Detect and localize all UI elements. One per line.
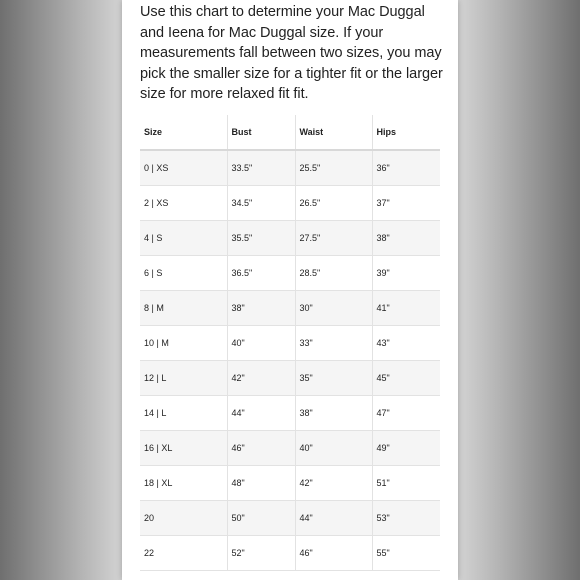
cell-size: 6 | S (140, 255, 227, 290)
table-row (140, 465, 440, 500)
cell-size: 0 | XS (140, 150, 227, 185)
header-bust: Bust (227, 115, 295, 150)
cell-size: 20 (140, 500, 227, 535)
cell-bust: 50" (227, 500, 295, 535)
cell-waist: 46" (295, 535, 372, 570)
cell-waist: 35" (295, 360, 372, 395)
table-row (140, 255, 440, 290)
cell-hips: 38" (372, 220, 440, 255)
cell-size: 12 | L (140, 360, 227, 395)
cell-bust: 40" (227, 325, 295, 360)
cell-hips: 37" (372, 185, 440, 220)
table-row (140, 360, 440, 395)
cell-waist: 33" (295, 325, 372, 360)
cell-hips: 47" (372, 395, 440, 430)
cell-size: 2 | XS (140, 185, 227, 220)
cell-hips: 39" (372, 255, 440, 290)
table-row (140, 500, 440, 535)
cell-hips: 53" (372, 500, 440, 535)
cell-waist: 44" (295, 500, 372, 535)
table-row (140, 535, 440, 570)
cell-bust: 36.5" (227, 255, 295, 290)
cell-waist: 26.5" (295, 185, 372, 220)
cell-hips: 41" (372, 290, 440, 325)
size-guide-sheet (122, 0, 458, 580)
cell-bust: 48" (227, 465, 295, 500)
cell-waist: 28.5" (295, 255, 372, 290)
cell-size: 18 | XL (140, 465, 227, 500)
table-row (140, 325, 440, 360)
cell-size: 8 | M (140, 290, 227, 325)
table-row (140, 430, 440, 465)
cell-bust: 33.5" (227, 150, 295, 185)
cell-bust: 46" (227, 430, 295, 465)
table-header-row (140, 115, 440, 150)
cell-waist: 27.5" (295, 220, 372, 255)
cell-size: 16 | XL (140, 430, 227, 465)
cell-bust: 35.5" (227, 220, 295, 255)
cell-hips: 45" (372, 360, 440, 395)
cell-hips: 43" (372, 325, 440, 360)
cell-bust: 34.5" (227, 185, 295, 220)
table-row (140, 290, 440, 325)
cell-hips: 55" (372, 535, 440, 570)
cell-size: 10 | M (140, 325, 227, 360)
table-row (140, 395, 440, 430)
header-size: Size (140, 115, 227, 150)
cell-hips: 36" (372, 150, 440, 185)
intro-paragraph: Use this chart to determine your Mac Duggal and Ieena for Mac Duggal size. If your measurements fall between two sizes, you may pick the smaller size for a tighter fit or the larger size for more relaxed fit fit. (140, 4, 443, 102)
cell-waist: 40" (295, 430, 372, 465)
cell-size: 14 | L (140, 395, 227, 430)
header-hips: Hips (372, 115, 440, 150)
cell-bust: 44" (227, 395, 295, 430)
cell-bust: 52" (227, 535, 295, 570)
table-row (140, 150, 440, 185)
cell-size: 4 | S (140, 220, 227, 255)
cell-size: 22 (140, 535, 227, 570)
cell-waist: 30" (295, 290, 372, 325)
cell-waist: 25.5" (295, 150, 372, 185)
table-row (140, 185, 440, 220)
cell-waist: 38" (295, 395, 372, 430)
table-row (140, 220, 440, 255)
size-chart-table (140, 115, 440, 571)
cell-bust: 38" (227, 290, 295, 325)
cell-waist: 42" (295, 465, 372, 500)
cell-hips: 51" (372, 465, 440, 500)
cell-hips: 49" (372, 430, 440, 465)
cell-bust: 42" (227, 360, 295, 395)
header-waist: Waist (295, 115, 372, 150)
